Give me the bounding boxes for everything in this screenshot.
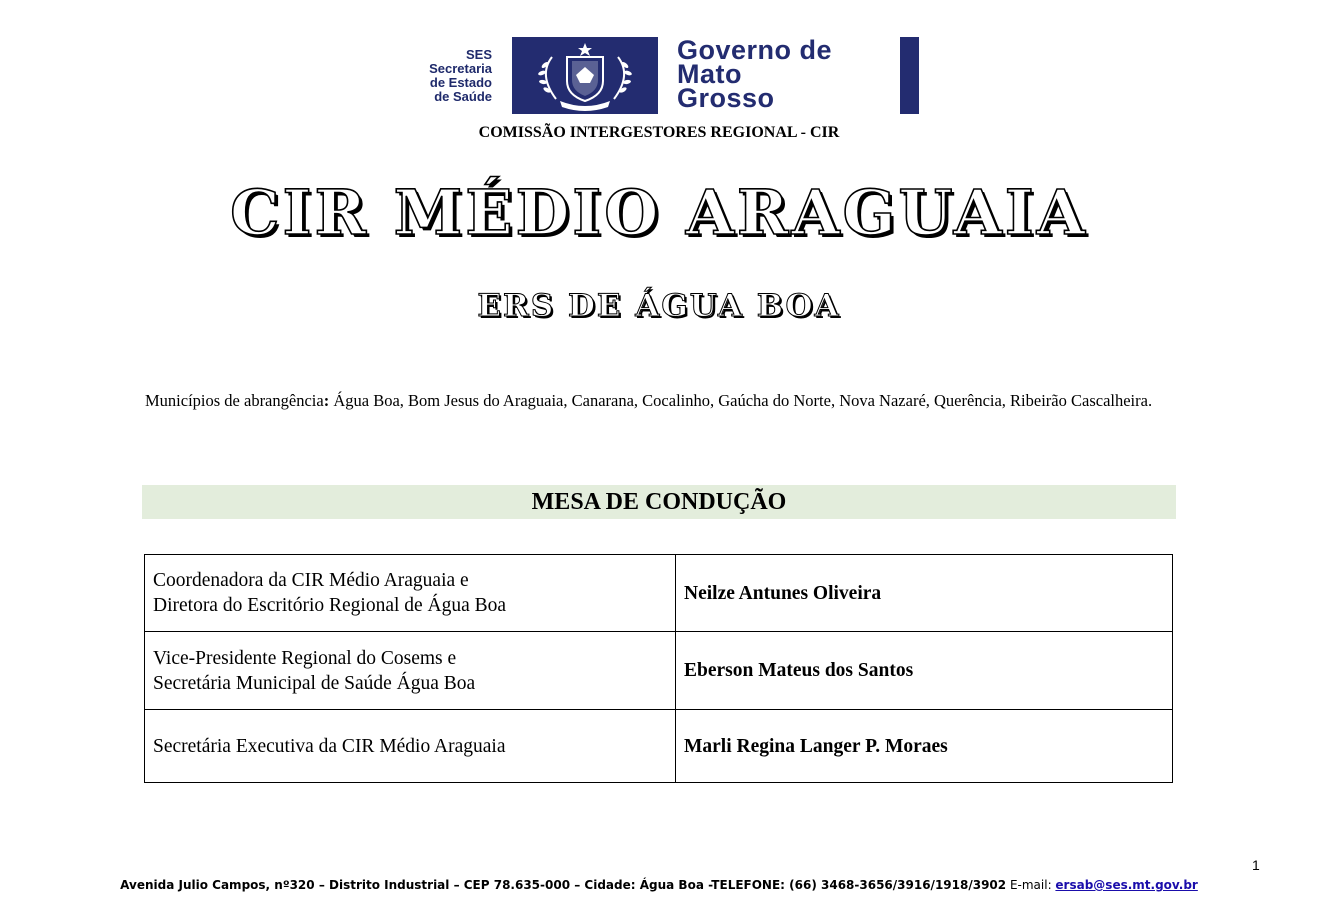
ses-line: Secretaria — [429, 61, 492, 76]
coat-of-arms-icon — [512, 37, 658, 114]
role-line: Secretária Municipal de Saúde Água Boa — [153, 672, 476, 694]
ses-line: de Estado — [429, 75, 492, 90]
role-cell — [145, 710, 676, 783]
role-line: Vice-Presidente Regional do Cosems e — [153, 647, 457, 669]
mesa-heading: MESA DE CONDUÇÃO — [142, 485, 1176, 519]
municipios-colon: : — [323, 391, 330, 410]
footer-email-link[interactable]: ersab@ses.mt.gov.br — [1055, 878, 1198, 892]
ses-line: SES — [465, 47, 492, 62]
role-cell — [145, 632, 676, 710]
table-row — [145, 555, 1173, 632]
page-subtitle: ERS DE ÁGUA BOA — [477, 288, 841, 324]
municipios-list: Água Boa, Bom Jesus do Araguaia, Canarana, Cocalinho, Gaúcha do Norte, Nova Nazaré, Querência, Ribeirão Cascalheira. — [329, 391, 1153, 410]
ses-logo-text — [380, 48, 492, 104]
role-line: Diretora do Escritório Regional de Água Boa — [153, 595, 507, 616]
role-line: Coordenadora da CIR Médio Araguaia e — [153, 570, 469, 591]
page-title: CIR MÉDIO ARAGUAIA — [230, 176, 1088, 249]
person-cell: Marli Regina Langer P. Moraes — [676, 710, 1173, 783]
role-line: Secretária Executiva da CIR Médio Araguaia — [153, 735, 506, 757]
ses-line: de Saúde — [434, 89, 492, 104]
footer-address — [0, 878, 1318, 892]
table-row — [145, 710, 1173, 783]
gov-line: Grosso — [677, 83, 775, 113]
mesa-table — [144, 554, 1173, 783]
footer-email-label: E-mail: — [1006, 878, 1056, 892]
person-cell: Neilze Antunes Oliveira — [676, 555, 1173, 632]
gov-line: Governo de — [677, 35, 833, 65]
gov-line: Mato — [677, 59, 742, 89]
municipios-paragraph — [145, 391, 1165, 411]
page-number: 1 — [1252, 857, 1260, 873]
logo-divider-bar — [900, 37, 919, 114]
governo-logo-text — [677, 35, 833, 113]
footer-address-text: Avenida Julio Campos, nº320 – Distrito Industrial – CEP 78.635-000 – Cidade: Água Boa -TELEFONE: (66) 3468-3656/3916/1918/3902 — [120, 878, 1007, 892]
role-cell — [145, 555, 676, 632]
commission-caption: COMISSÃO INTERGESTORES REGIONAL - CIR — [478, 124, 840, 141]
table-row — [145, 632, 1173, 710]
municipios-label: Municípios de abrangência — [145, 391, 324, 410]
person-cell: Eberson Mateus dos Santos — [676, 632, 1173, 710]
